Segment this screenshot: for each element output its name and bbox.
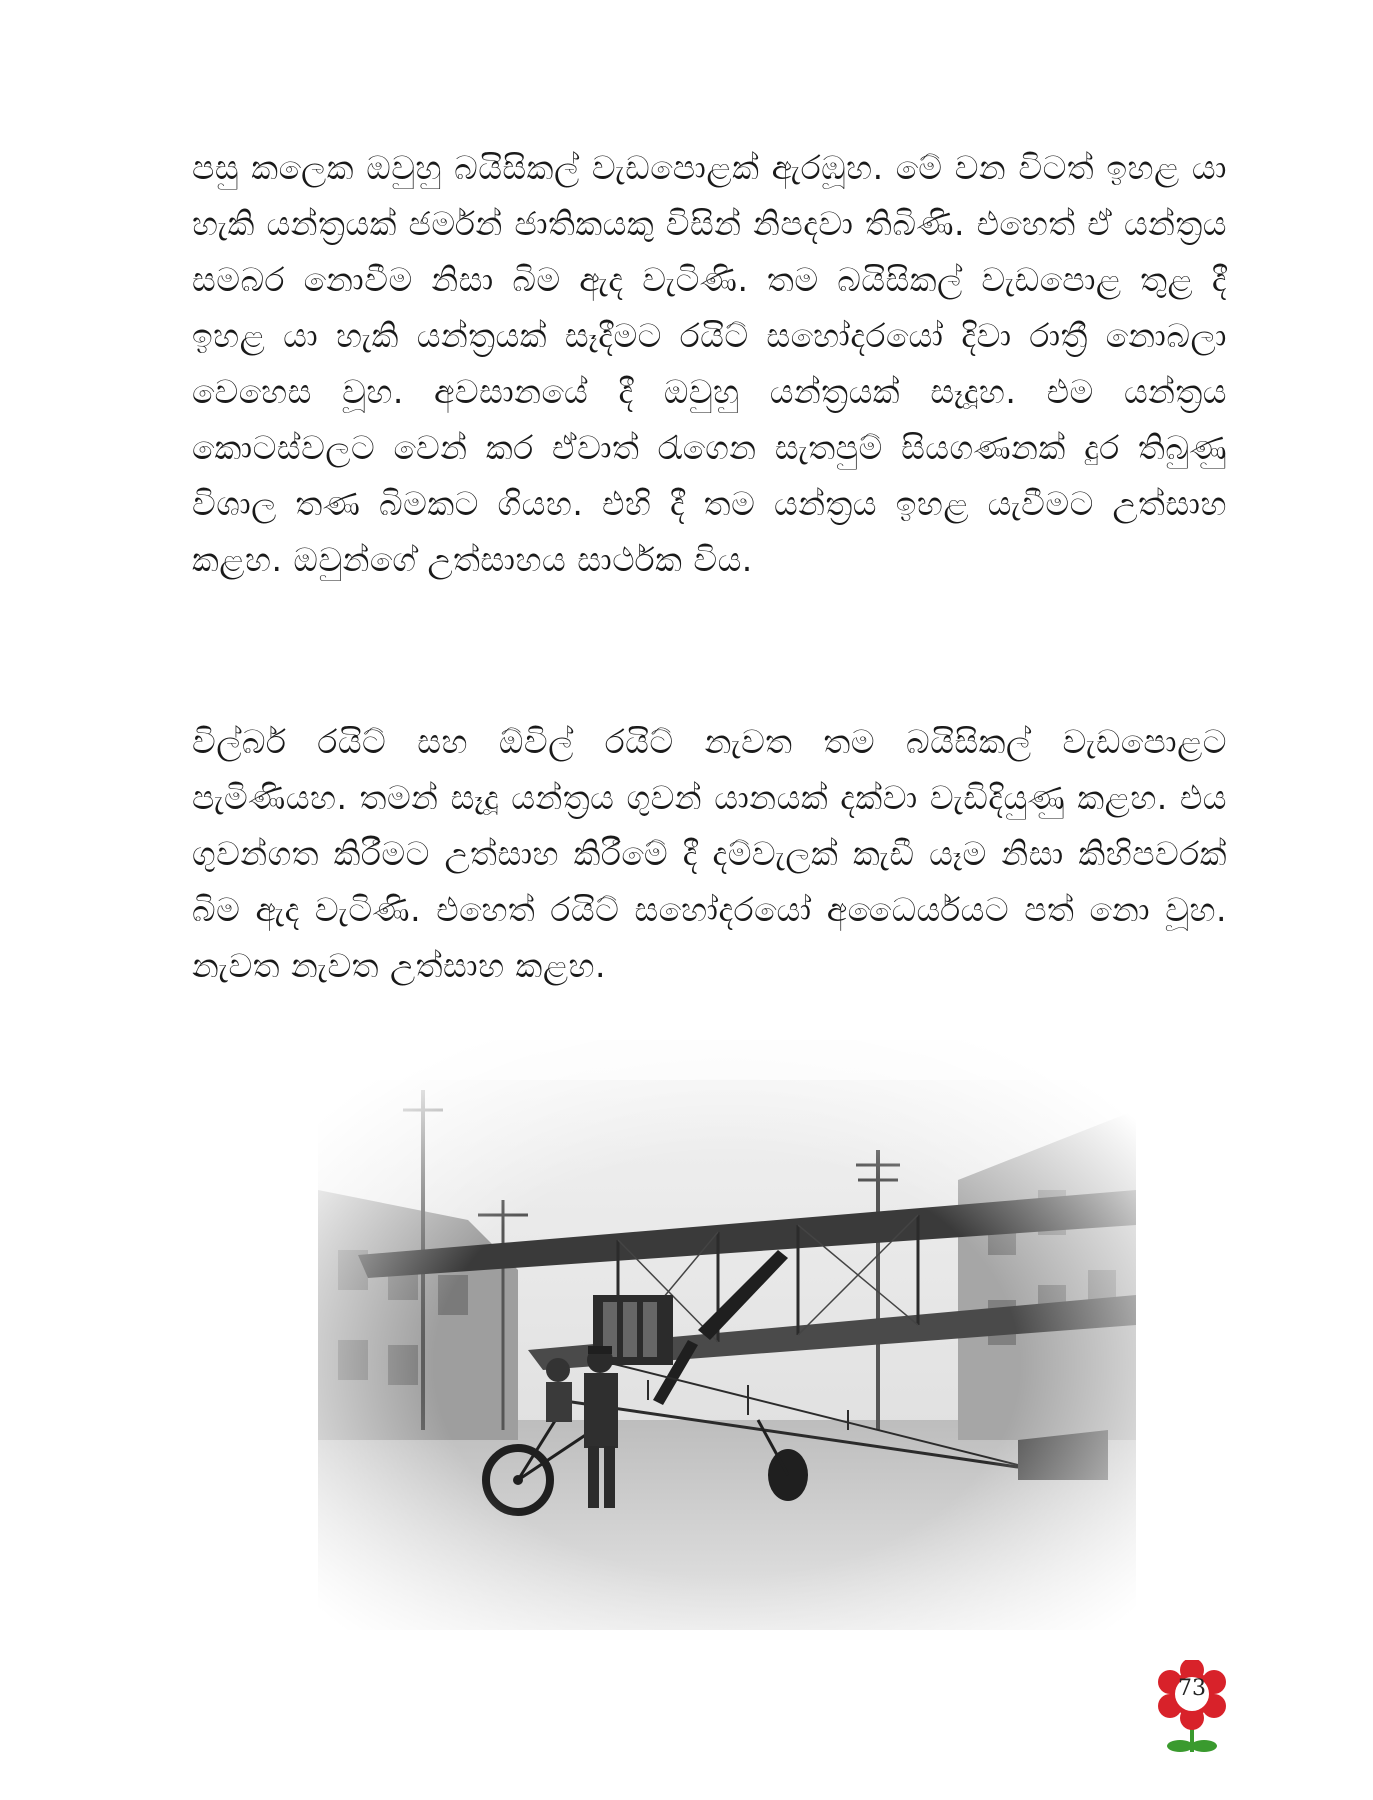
- page-number: 73: [1178, 1676, 1206, 1701]
- body-paragraph-1: පසු කලෙක ඔවුහු බයිසිකල් වැඩපොළක් ඇරඹූහ. මේ වන විටත් ඉහළ යා හැකි යන්ත්‍රයක් ජර්මන් ජාතිකයකු විසින් නිපදවා තිබිණි. එහෙත් ඒ යන්ත්‍රය සමබර නොවීම නිසා බිම ඇද වැටිණි. තම බයිසිකල් වැඩපොළ තුළ දී ඉහළ යා හැකි යන්ත්‍රයක් සෑදීමට රයිට් සහෝදරයෝ දිවා රාත්‍රී නොබලා වෙහෙස වූහ. අවසානයේ දී ඔවුහු යන්ත්‍රයක් සෑදූහ. එම යන්ත්‍රය කොටස්වලට වෙන් කර ඒවාත් රැගෙන සැතපුම් සියගණනක් දුර තිබුණු විශාල තණ බිමකට ගියහ. එහි දී තම යන්ත්‍රය ඉහළ යැවීමට උත්සාහ කළහ. ඔවුන්ගේ උත්සාහය සාර්ථක විය.: [192, 148, 1227, 579]
- flower-icon: [1158, 1660, 1226, 1760]
- page-number-badge: [1158, 1660, 1226, 1760]
- biplane-photo: [318, 1040, 1136, 1630]
- biplane-photo-illustration: [318, 1040, 1136, 1630]
- body-paragraph-2: විල්බර් රයිට් සහ ඕවිල් රයිට් නැවත තම බයිසිකල් වැඩපොළට පැමිණියහ. තමන් සෑදූ යන්ත්‍රය ගුවන් යානයක් දක්වා වැඩිදියුණු කළහ. එය ගුවන්ගත කිරීමට උත්සාහ කිරීමේ දී දම්වැලක් කැඩී යෑම නිසා කිහිපවරක් බිම ඇද වැටිණි. එහෙත් රයිට් සහෝදරයෝ අධෛර්යයට පත් නො වූහ. නැවත නැවත උත්සාහ කළහ.: [192, 722, 1227, 985]
